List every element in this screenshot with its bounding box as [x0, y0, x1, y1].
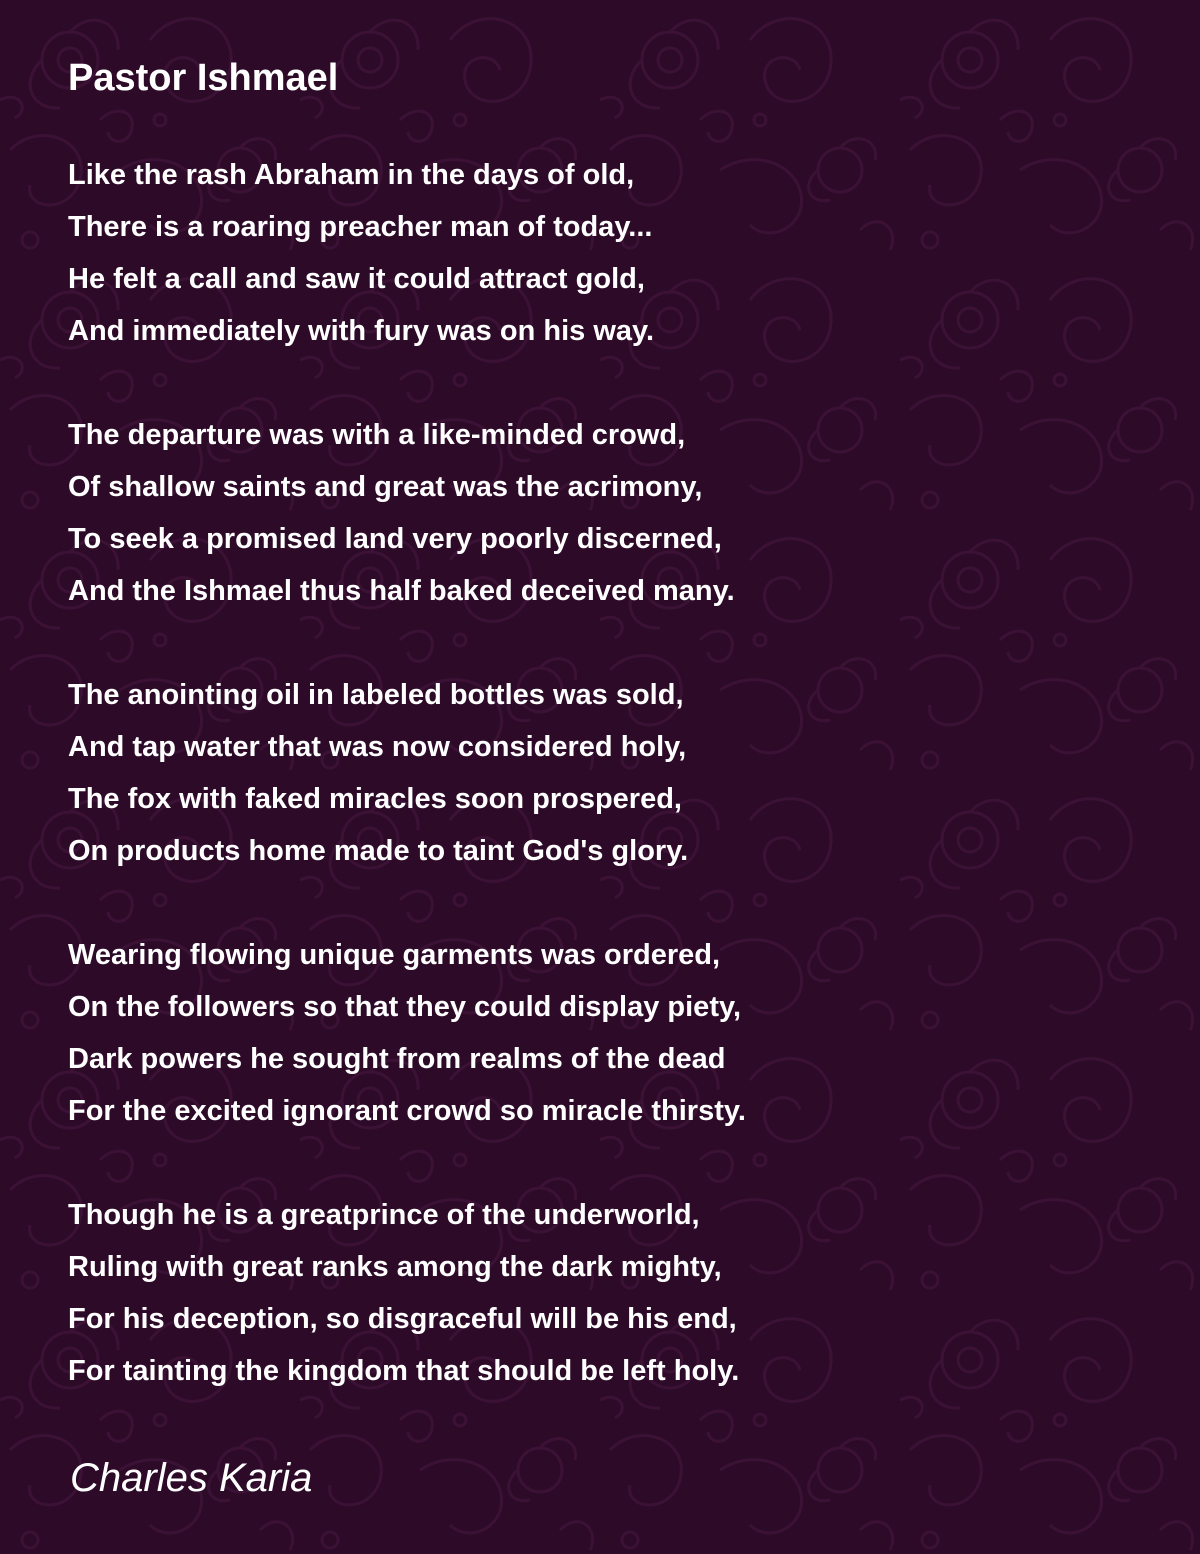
poem-line: For tainting the kingdom that should be left holy. [68, 1355, 740, 1387]
poem-line: For his deception, so disgraceful will be his end, [68, 1303, 737, 1335]
poem-line: And the Ishmael thus half baked deceived many. [68, 575, 735, 607]
poem-line: He felt a call and saw it could attract gold, [68, 263, 645, 295]
stanza-5 [68, 1189, 739, 1397]
poem-line: For the excited ignorant crowd so miracle thirsty. [68, 1095, 746, 1127]
poem-line: And tap water that was now considered holy, [68, 731, 687, 763]
poem-line: On the followers so that they could display piety, [68, 991, 742, 1023]
poem-line: There is a roaring preacher man of today... [68, 211, 653, 243]
poem-line: The fox with faked miracles soon prospered, [68, 783, 682, 815]
stanza-3 [68, 669, 688, 877]
poem-line: And immediately with fury was on his way. [68, 315, 655, 347]
poem-title: Pastor Ishmael [68, 57, 339, 99]
poem-line: The anointing oil in labeled bottles was sold, [68, 679, 684, 711]
poem-line: On products home made to taint God's glory. [68, 835, 689, 867]
poem-line: Though he is a greatprince of the underworld, [68, 1199, 700, 1231]
poem-line: Ruling with great ranks among the dark mighty, [68, 1251, 722, 1283]
poem-line: Wearing flowing unique garments was ordered, [68, 939, 721, 971]
poem-line: Of shallow saints and great was the acrimony, [68, 471, 703, 503]
poem-line: Dark powers he sought from realms of the dead [68, 1043, 726, 1075]
poem-author: Charles Karia [70, 1456, 313, 1500]
stanza-1 [68, 149, 654, 357]
poem-line: To seek a promised land very poorly discerned, [68, 523, 722, 555]
poem-line: Like the rash Abraham in the days of old, [68, 159, 635, 191]
poem-line: The departure was with a like-minded crowd, [68, 419, 686, 451]
stanza-4 [68, 929, 746, 1137]
stanza-2 [68, 409, 735, 617]
